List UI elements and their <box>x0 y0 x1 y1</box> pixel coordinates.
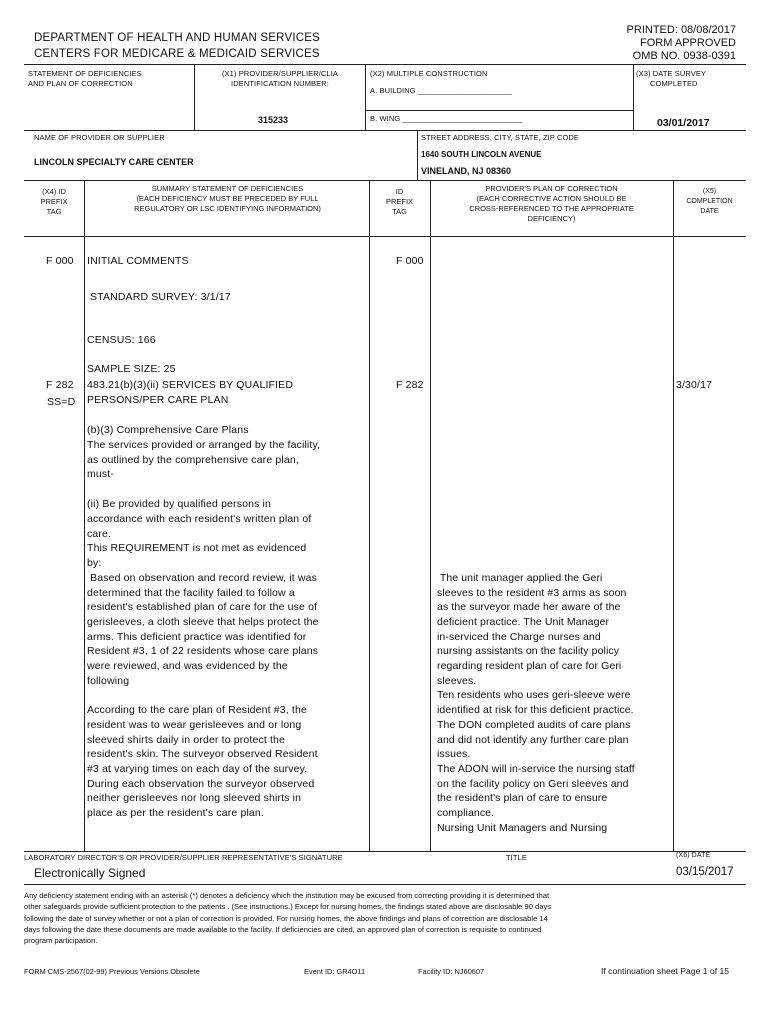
rule <box>633 64 634 130</box>
rule <box>24 884 746 885</box>
summary-line: arms. This deficient practice was identified for <box>87 631 307 643</box>
print-info <box>627 24 736 63</box>
summary-line: were reviewed, and was evidenced by the <box>87 660 288 672</box>
summary-line: by: <box>87 557 102 569</box>
agency-line-2: CENTERS FOR MEDICARE & MEDICAID SERVICES <box>34 48 320 60</box>
building-label: A. BUILDING ______________________ <box>370 86 512 95</box>
rule <box>673 180 674 851</box>
plan-line: compliance. <box>437 807 495 819</box>
rule <box>24 180 746 181</box>
summary-line: Based on observation and record review, it was <box>87 572 318 584</box>
summary-line: 483.21(b)(3)(ii) SERVICES BY QUALIFIED <box>87 379 294 391</box>
summary-line: determined that the facility failed to follow a <box>87 587 295 599</box>
plan-line: deficient practice. The Unit Manager <box>437 616 610 628</box>
summary-line: gerisleeves, a cloth sleeve that helps protect the <box>87 616 319 628</box>
rule <box>430 180 431 851</box>
tag-f000-right: F 000 <box>396 255 424 267</box>
plan-line: sleeves to the resident #3 arms as soon <box>437 587 627 599</box>
tag-f282-right: F 282 <box>396 379 424 391</box>
summary-line: This REQUIREMENT is not met as evidenced <box>87 542 307 554</box>
rule <box>417 130 418 180</box>
signature-date: 03/15/2017 <box>676 866 734 878</box>
plan-line: and did not identify any further care plan <box>437 734 629 746</box>
plan-line: issues. <box>437 748 471 760</box>
rule <box>24 851 746 852</box>
x2-label: (X2) MULTIPLE CONSTRUCTION <box>370 69 488 78</box>
signature-value: Electronically Signed <box>34 866 146 880</box>
summary-line: CENSUS: 166 <box>87 334 156 346</box>
plan-line: Nursing Unit Managers and Nursing <box>437 822 608 834</box>
summary-line: Resident #3, 1 of 22 residents whose care plans <box>87 645 319 657</box>
summary-line: as outlined by the comprehensive care plan, <box>87 454 299 466</box>
summary-line: neither gerisleeves nor long sleeved shirts in <box>87 792 302 804</box>
x3-label: (X3) DATE SURVEY COMPLETED <box>636 69 707 88</box>
col-header-plan: PROVIDER'S PLAN OF CORRECTION (EACH CORRECTIVE ACTION SHOULD BE CROSS-REFERENCED TO THE APPROPRIATE DEFICIENCY) <box>469 184 634 223</box>
omb-number: OMB NO. 0938-0391 <box>632 50 736 62</box>
signature-label: LABORATORY DIRECTOR'S OR PROVIDER/SUPPLIER REPRESENTATIVE'S SIGNATURE <box>24 853 343 862</box>
summary-line: resident's skin. The surveyor observed Resident <box>87 748 318 760</box>
rule <box>365 110 633 111</box>
rule <box>369 180 370 851</box>
plan-line: in-serviced the Charge nurses and <box>437 631 601 643</box>
plan-line: sleeves. <box>437 675 477 687</box>
tag-f000: F 000 <box>46 255 74 267</box>
summary-line: resident was to wear gerisleeves and or long <box>87 719 302 731</box>
col-header-x5: (X5) COMPLETION DATE <box>686 188 733 215</box>
date-label: (X6) DATE <box>676 852 711 859</box>
completion-date: 3/30/17 <box>676 379 713 391</box>
statement-label: STATEMENT OF DEFICIENCIES AND PLAN OF CORRECTION <box>28 69 142 88</box>
agency-header <box>34 30 320 62</box>
summary-line: During each observation the surveyor observed <box>87 778 315 790</box>
col-header-summary: SUMMARY STATEMENT OF DEFICIENCIES (EACH DEFICIENCY MUST BE PRECEDED BY FULL REGULATORY OR LSC IDENTIFYING INFORMATION) <box>134 184 321 213</box>
plan-line: The DON completed audits of care plans <box>437 719 631 731</box>
summary-line: SAMPLE SIZE: 25 <box>87 363 176 375</box>
form-approved: FORM APPROVED <box>640 37 736 49</box>
plan-line: as the surveyor made her aware of the <box>437 601 621 613</box>
summary-line: #3 at varying times on each day of the survey. <box>87 763 308 775</box>
summary-line: accordance with each resident's written plan of <box>87 513 312 525</box>
plan-line: Ten residents who uses geri-sleeve were <box>437 689 631 701</box>
summary-line: PERSONS/PER CARE PLAN <box>87 394 229 406</box>
plan-line: The ADON will in-service the nursing staff <box>437 763 635 775</box>
plan-line: The unit manager applied the Geri <box>437 572 603 584</box>
summary-line: following <box>87 675 130 687</box>
summary-line: (ii) Be provided by qualified persons in <box>87 498 272 510</box>
provider-id-number: 315233 <box>258 115 289 125</box>
wing-label: B. WING ____________________________ <box>370 114 523 123</box>
survey-completed-date: 03/01/2017 <box>657 117 710 129</box>
summary-line: The services provided or arranged by the facility, <box>87 439 321 451</box>
summary-line: According to the care plan of Resident #3, the <box>87 704 307 716</box>
rule <box>365 64 366 130</box>
address-line-1: 1640 SOUTH LINCOLN AVENUE <box>421 150 542 159</box>
summary-line: care. <box>87 528 112 540</box>
rule <box>24 130 746 131</box>
plan-line: on the facility policy on Geri sleeves and <box>437 778 629 790</box>
x1-label: (X1) PROVIDER/SUPPLIER/CLIA IDENTIFICATION NUMBER: <box>221 69 339 88</box>
plan-line: regarding resident plan of care for Geri <box>437 660 622 672</box>
summary-line: resident's established plan of care for the use of <box>87 601 318 613</box>
plan-line: identified at risk for this deficient practice. <box>437 704 634 716</box>
address-line-2: VINELAND, NJ 08360 <box>421 166 512 176</box>
summary-line: sleeved shirts daily in order to protect the <box>87 734 286 746</box>
tag-ss-d: SS=D <box>47 396 76 408</box>
provider-name-label: NAME OF PROVIDER OR SUPPLIER <box>34 133 165 142</box>
summary-line: must- <box>87 468 114 480</box>
summary-line: place as per the resident's care plan. <box>87 807 264 819</box>
col-header-id: ID PREFIX TAG <box>385 187 414 216</box>
summary-line: STANDARD SURVEY: 3/1/17 <box>90 291 231 303</box>
footer-event-id: Event ID: GR4O11 <box>304 967 366 976</box>
footer-facility-id: Facility ID: NJ60607 <box>418 967 485 976</box>
agency-line-1: DEPARTMENT OF HEALTH AND HUMAN SERVICES <box>34 32 320 44</box>
rule <box>24 64 746 65</box>
summary-line: INITIAL COMMENTS <box>87 255 189 267</box>
rule <box>24 236 746 237</box>
printed-date: PRINTED: 08/08/2017 <box>626 24 736 36</box>
footer-page: If continuation sheet Page 1 of 15 <box>601 966 730 976</box>
tag-f282: F 282 <box>46 379 74 391</box>
title-label: TITLE <box>506 853 527 862</box>
summary-line: (b)(3) Comprehensive Care Plans <box>87 424 249 436</box>
plan-line: the resident's plan of care to ensure <box>437 792 608 804</box>
col-header-x4: (X4) ID PREFIX TAG <box>40 187 68 216</box>
provider-name: LINCOLN SPECIALTY CARE CENTER <box>34 157 194 167</box>
disclaimer: Any deficiency statement ending with an asterisk (*) denotes a deficiency which the institution may be excused from correcting providing it is determined that other safeguards provide sufficient protection to the patients . (See instructions.) Except for nursing homes, the findings stated above are disclosable 90 days following the date of survey whether or not a plan of correction is provided. For nursing homes, the above findings and plans of correction are disclosable 14 days following the date these documents are made available to the facility. If deficiencies are cited, an approved plan of correction is requisite to continued program participation. <box>24 891 552 946</box>
address-label: STREET ADDRESS, CITY, STATE, ZIP CODE <box>421 133 580 142</box>
rule <box>84 180 85 851</box>
footer-form: FORM CMS-2567(02-99) Previous Versions Obsolete <box>24 967 200 976</box>
plan-line: nursing assistants on the facility policy <box>437 645 620 657</box>
rule <box>194 64 195 130</box>
